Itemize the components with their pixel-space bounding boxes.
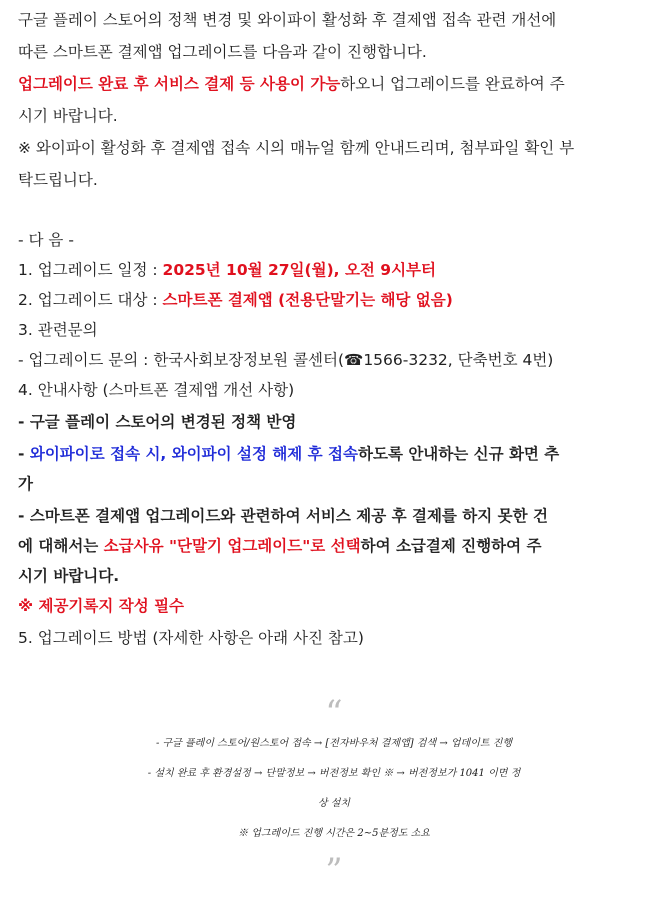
quote-line-2: - 설치 완료 후 환경설정 → 단말정보 → 버전정보 확인 ※ → 버전정보가 1041 이면 정 (147, 768, 521, 779)
item-schedule-label: 1. 업그레이드 일정 : (18, 261, 163, 279)
guidance-bullet-1: - 구글 플레이 스토어의 변경된 정책 반영 (18, 413, 297, 431)
inquiry-contact-text: - 업그레이드 문의 : 한국사회보장정보원 콜센터( (18, 351, 344, 369)
guidance-bullet-3-prefix: 에 대해서는 (18, 537, 104, 555)
guidance-bullet-2-cont: 가 (18, 475, 33, 493)
guidance-bullet-2-prefix: - (18, 445, 30, 463)
quote-line-4: ※ 업그레이드 진행 시간은 2~5분정도 소요 (238, 828, 430, 839)
intro-line-3-rest: 하오니 업그레이드를 완료하여 주 (340, 75, 565, 93)
close-quote-icon: ” (325, 851, 343, 891)
open-quote-icon: “ (325, 693, 343, 733)
guidance-bullet-2-rest: 하도록 안내하는 신규 화면 추 (358, 445, 560, 463)
item-schedule (18, 260, 436, 280)
guidance-bullet-2 (18, 444, 559, 464)
quote-line-1: - 구글 플레이 스토어/원스토어 접속 → [전자바우처 결제앱] 검색 → 업데이트 진행 (155, 738, 513, 749)
guidance-required-note: ※ 제공기록지 작성 필수 (18, 597, 185, 615)
item-inquiry-contact (18, 350, 553, 370)
inquiry-phone-number: 1566-3232, 단축번호 4번) (363, 351, 554, 369)
item-schedule-value: 2025년 10월 27일(월), 오전 9시부터 (162, 261, 436, 279)
item-inquiry: 3. 관련문의 (18, 321, 98, 339)
intro-note-line-2: 탁드립니다. (18, 171, 98, 189)
phone-icon: ☎ (344, 351, 364, 369)
intro-highlight: 업그레이드 완료 후 서비스 결제 등 사용이 가능 (18, 75, 341, 93)
intro-line-3 (18, 74, 565, 94)
intro-line-4: 시기 바랍니다. (18, 107, 118, 125)
item-method: 5. 업그레이드 방법 (자세한 사항은 아래 사진 참고) (18, 629, 364, 647)
guidance-bullet-3-line-2 (18, 536, 542, 556)
item-target (18, 290, 453, 310)
item-target-label: 2. 업그레이드 대상 : (18, 291, 163, 309)
guidance-bullet-3-line-1: - 스마트폰 결제앱 업그레이드와 관련하여 서비스 제공 후 결제를 하지 못한 건 (18, 507, 548, 525)
guidance-bullet-3-rest: 하여 소급결제 진행하여 주 (360, 537, 542, 555)
intro-line-2: 따른 스마트폰 결제앱 업그레이드를 다음과 같이 진행합니다. (18, 43, 427, 61)
guidance-retro-highlight: 소급사유 "단말기 업그레이드"로 선택 (103, 537, 361, 555)
item-guidance: 4. 안내사항 (스마트폰 결제앱 개선 사항) (18, 381, 295, 399)
quote-line-3: 상 설치 (317, 798, 351, 809)
intro-line-1: 구글 플레이 스토어의 정책 변경 및 와이파이 활성화 후 결제앱 접속 관련 개선에 (18, 11, 557, 29)
guidance-wifi-highlight: 와이파이로 접속 시, 와이파이 설정 해제 후 접속 (29, 445, 358, 463)
item-target-value: 스마트폰 결제앱 (전용단말기는 해당 없음) (162, 291, 453, 309)
section-heading: - 다 음 - (18, 231, 74, 249)
guidance-bullet-3-line-3: 시기 바랍니다. (18, 567, 120, 585)
intro-note-line-1: ※ 와이파이 활성화 후 결제앱 접속 시의 매뉴얼 함께 안내드리며, 첨부파일 확인 부 (18, 139, 575, 157)
